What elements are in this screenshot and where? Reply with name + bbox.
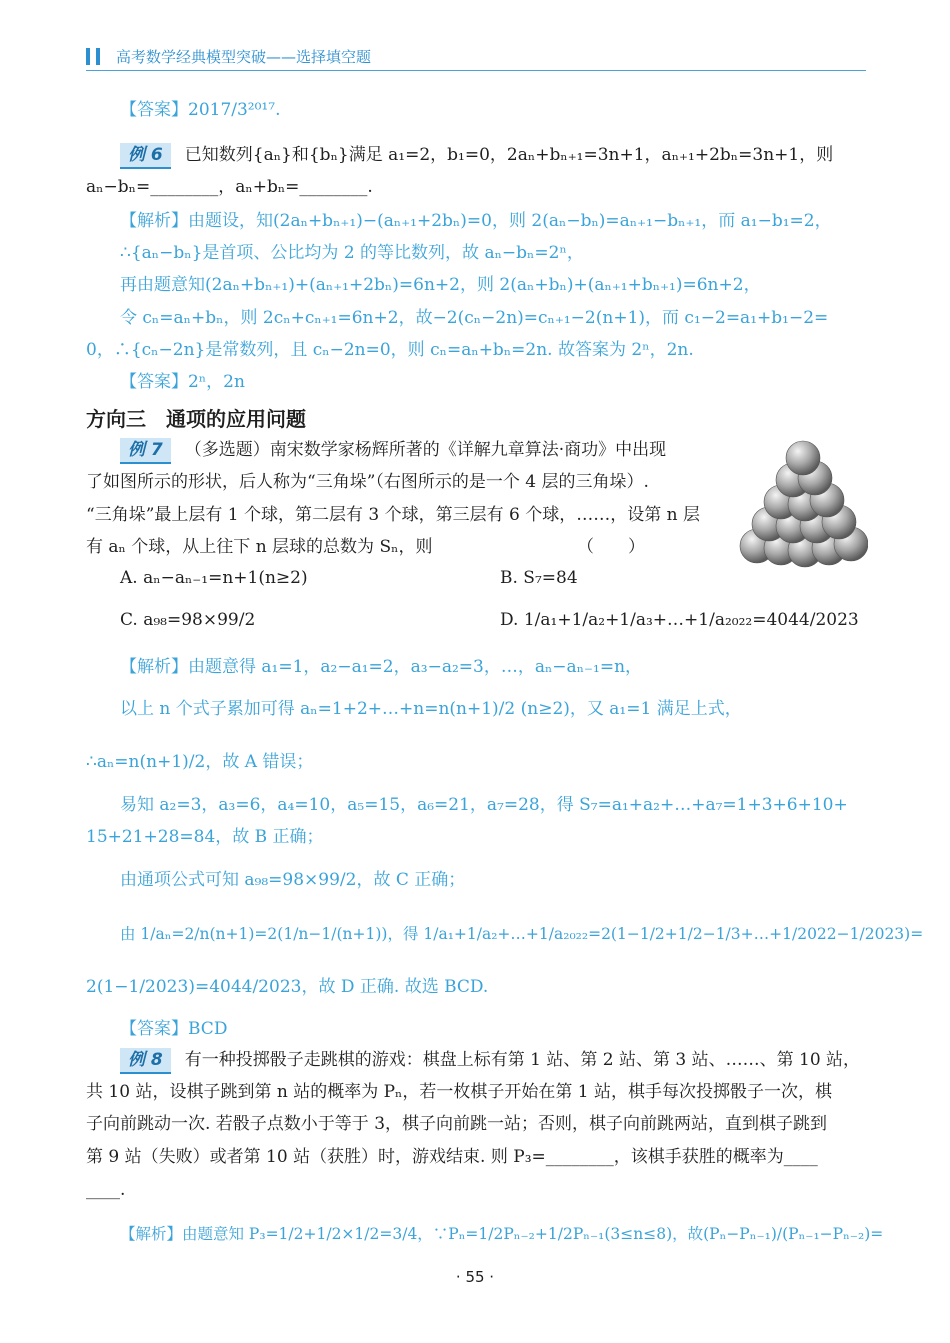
section-heading: 方向三 通项的应用问题 bbox=[86, 407, 306, 431]
page-number: · 55 · bbox=[455, 1268, 495, 1286]
option-d: D. 1/a₁+1/a₂+1/a₃+…+1/a₂₀₂₂=4044/2023 bbox=[500, 610, 859, 630]
example8-analysis: 【解析】由题意知 P₃=1/2+1/2×1/2=3/4，∵Pₙ=1/2Pₙ₋₂+1/2Pₙ₋₁(3≤n≤8)，故(Pₙ−Pₙ₋₁)/(Pₙ₋₁−Pₙ₋₂)= bbox=[120, 1225, 884, 1243]
example6-analysis-1: 【解析】由题设，知(2aₙ+bₙ₊₁)−(aₙ₊₁+2bₙ)=0，则 2(aₙ−bₙ)=aₙ₊₁−bₙ₊₁，而 a₁−b₁=2， bbox=[120, 211, 832, 231]
example6-analysis-5: 0，∴{cₙ−2n}是常数列，且 cₙ−2n=0，则 cₙ=aₙ+bₙ=2n. 故答案为 2ⁿ，2n. bbox=[86, 340, 694, 360]
example6-analysis-4: 令 cₙ=aₙ+bₙ，则 2cₙ+cₙ₊₁=6n+2，故−2(cₙ−2n)=cₙ₊₁−2(n+1)，而 c₁−2=a₁+b₁−2= bbox=[120, 308, 829, 328]
example8-question-5: ____. bbox=[86, 1180, 126, 1200]
example7-analysis-3: ∴aₙ=n(n+1)/2，故 A 错误； bbox=[86, 752, 314, 772]
header-bar-icon bbox=[86, 48, 90, 65]
example7-analysis-8: 2(1−1/2023)=4044/2023，故 D 正确. 故选 BCD. bbox=[86, 977, 489, 997]
example6-answer: 【答案】2ⁿ，2n bbox=[120, 372, 245, 392]
example7-analysis-4: 易知 a₂=3，a₃=6，a₄=10，a₅=15，a₆=21，a₇=28，得 S₇=a₁+a₂+…+a₇=1+3+6+10+ bbox=[120, 795, 848, 815]
example8-question-2: 共 10 站，设棋子跳到第 n 站的概率为 Pₙ，若一枚棋子开始在第 1 站，棋手每次投掷骰子一次，棋 bbox=[86, 1082, 833, 1102]
example8-question-3: 子向前跳动一次. 若骰子点数小于等于 3，棋子向前跳一站；否则，棋子向前跳两站，直到棋子跳到 bbox=[86, 1114, 828, 1134]
example7-question-4: 有 aₙ 个球，从上往下 n 层球的总数为 Sₙ，则 （ ） bbox=[86, 537, 645, 557]
page-header bbox=[86, 44, 866, 71]
example8-question-1: 例 8 有一种投掷骰子走跳棋的游戏：棋盘上标有第 1 站、第 2 站、第 3 站、……、第 10 站， bbox=[120, 1048, 860, 1074]
example6-analysis-3: 再由题意知(2aₙ+bₙ₊₁)+(aₙ₊₁+2bₙ)=6n+2，则 2(aₙ+bₙ)+(aₙ₊₁+bₙ₊₁)=6n+2， bbox=[120, 275, 761, 295]
example7-answer: 【答案】BCD bbox=[120, 1019, 228, 1039]
example6-question: 例 6 已知数列{aₙ}和{bₙ}满足 a₁=2，b₁=0，2aₙ+bₙ₊₁=3n+1，aₙ₊₁+2bₙ=3n+1，则 bbox=[120, 143, 833, 169]
header-title: 高考数学经典模型突破——选择填空题 bbox=[116, 48, 372, 66]
example7-analysis-2: 以上 n 个式子累加可得 aₙ=1+2+…+n=n(n+1)/2 (n≥2)，又 a₁=1 满足上式， bbox=[120, 699, 742, 719]
example8-question-4: 第 9 站（失败）或者第 10 站（获胜）时，游戏结束. 则 P₃=________，该棋手获胜的概率为____ bbox=[86, 1147, 818, 1167]
example7-analysis-5: 15+21+28=84，故 B 正确； bbox=[86, 827, 324, 847]
example7-analysis-1: 【解析】由题意得 a₁=1，a₂−a₁=2，a₃−a₂=3，…，aₙ−aₙ₋₁=n， bbox=[120, 657, 643, 677]
option-b: B. S₇=84 bbox=[500, 568, 578, 588]
example8-label: 例 8 bbox=[120, 1048, 171, 1074]
example7-question-2: 了如图所示的形状，后人称为“三角垛”（右图所示的是一个 4 层的三角垛）. bbox=[86, 472, 649, 492]
example6-analysis-2: ∴{aₙ−bₙ}是首项、公比均为 2 的等比数列，故 aₙ−bₙ=2ⁿ， bbox=[120, 243, 584, 263]
example7-analysis-7: 由 1/aₙ=2/n(n+1)=2(1/n−1/(n+1))，得 1/a₁+1/a₂+…+1/a₂₀₂₂=2(1−1/2+1/2−1/3+…+1/2022−1/2023)= bbox=[120, 925, 924, 943]
triangular-pile-image bbox=[738, 438, 868, 570]
example7-question-1: 例 7 （多选题）南宋数学家杨辉所著的《详解九章算法·商功》中出现 bbox=[120, 438, 666, 464]
option-c: C. a₉₈=98×99/2 bbox=[120, 610, 256, 630]
option-a: A. aₙ−aₙ₋₁=n+1(n≥2) bbox=[120, 568, 308, 588]
example7-analysis-6: 由通项公式可知 a₉₈=98×99/2，故 C 正确； bbox=[120, 870, 466, 890]
example6-label: 例 6 bbox=[120, 143, 171, 169]
example7-label: 例 7 bbox=[120, 438, 171, 464]
example7-question-3: “三角垛”最上层有 1 个球，第二层有 3 个球，第三层有 6 个球，……，设第 n 层 bbox=[86, 505, 701, 525]
header-bar-icon bbox=[96, 48, 100, 65]
answer-prev: 【答案】2017/3²⁰¹⁷. bbox=[120, 100, 281, 120]
example6-question2: aₙ−bₙ=________，aₙ+bₙ=________. bbox=[86, 177, 373, 197]
